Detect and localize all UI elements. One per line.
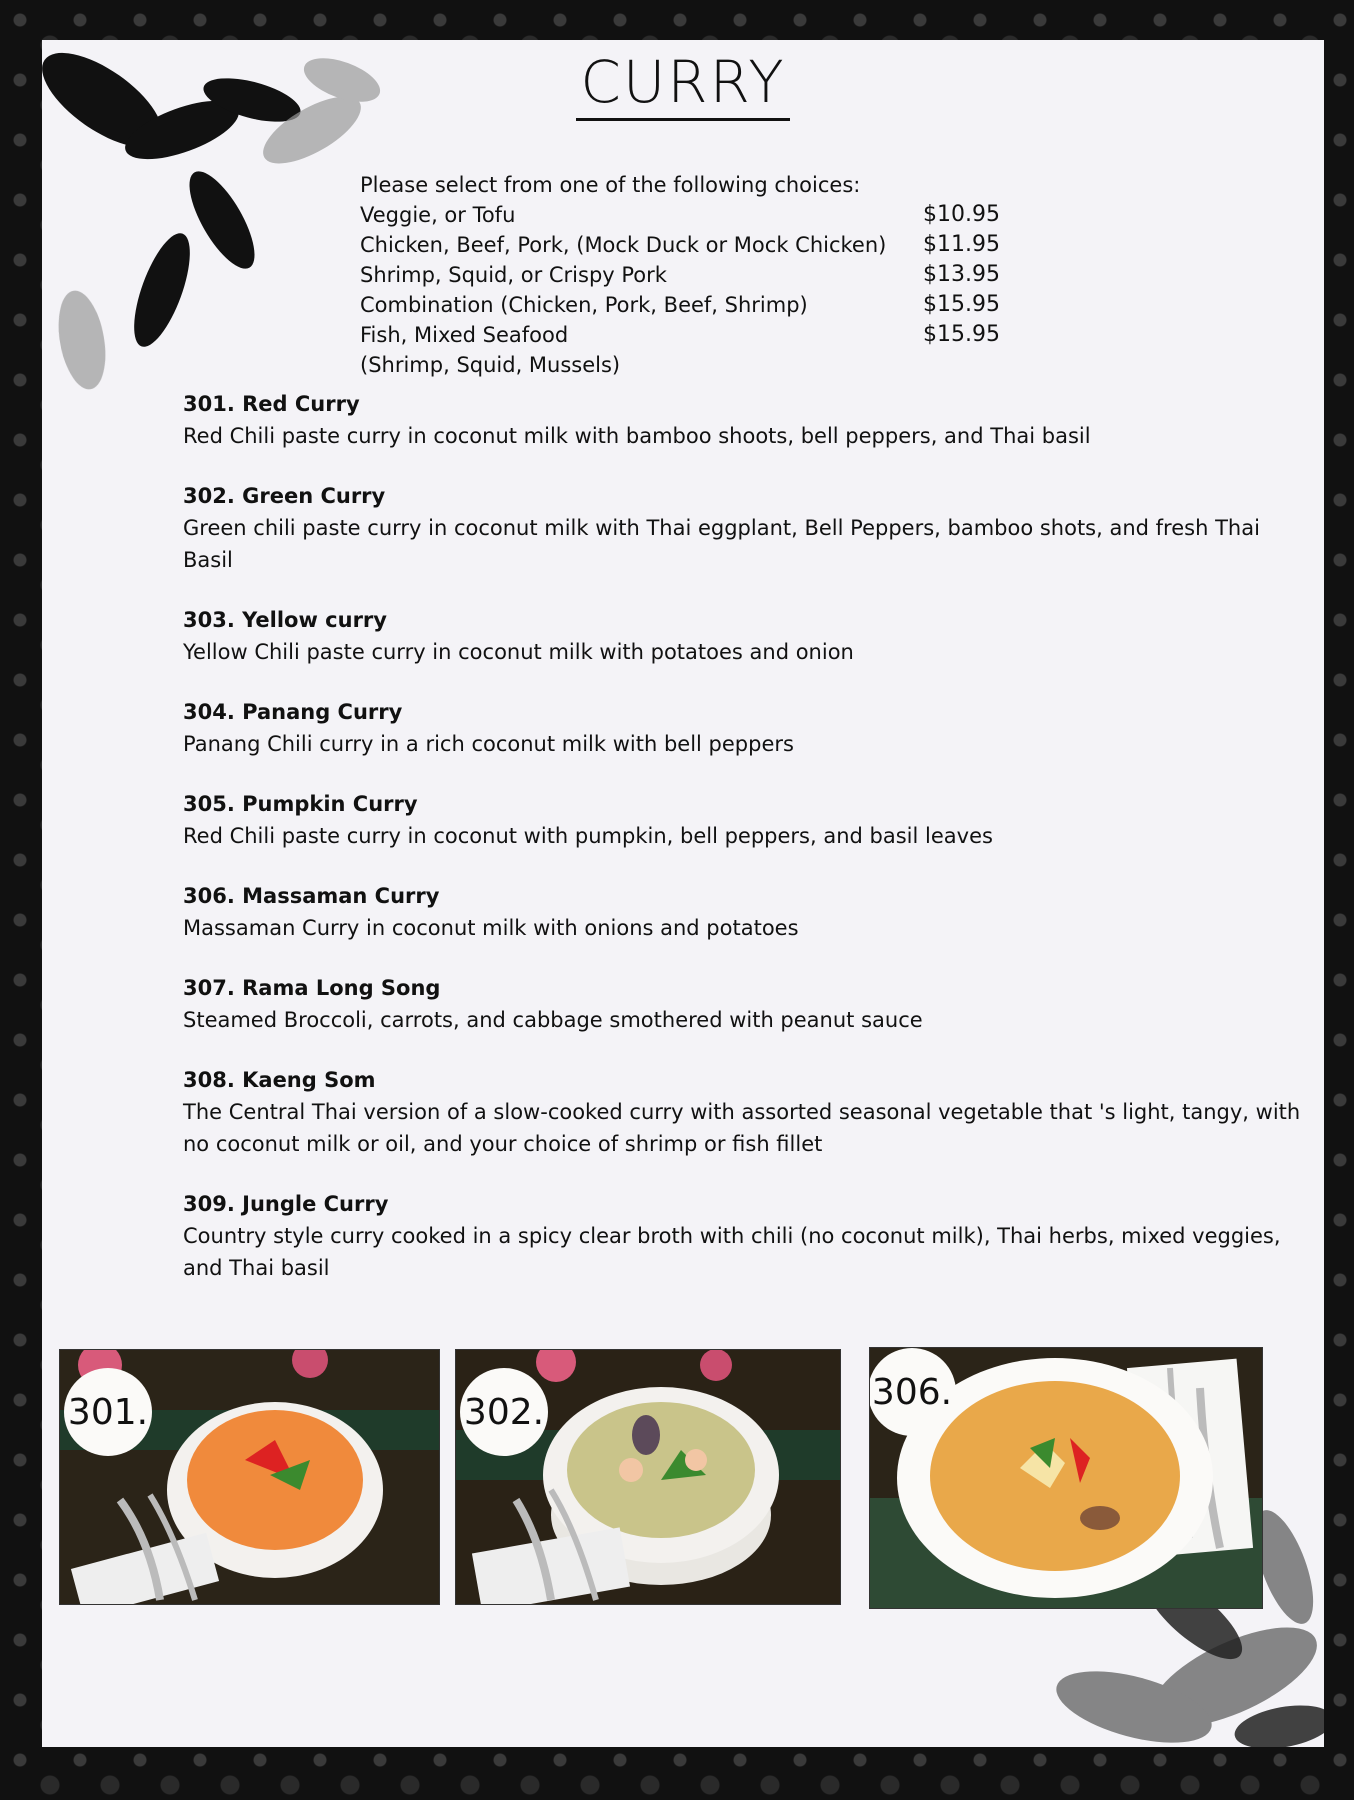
item-description: Green chili paste curry in coconut milk with Thai eggplant, Bell Peppers, bamboo shots, and fresh Thai Basil (183, 516, 1260, 572)
item-name: 308. Kaeng Som (183, 1068, 376, 1092)
menu-item (183, 608, 1313, 668)
choice-row: Combination (Chicken, Pork, Beef, Shrimp) $15.95 (360, 290, 1000, 320)
item-description: Yellow Chili paste curry in coconut milk with potatoes and onion (183, 640, 854, 664)
menu-page (42, 40, 1324, 1747)
item-description: Steamed Broccoli, carrots, and cabbage smothered with peanut sauce (183, 1008, 923, 1032)
protein-choices (360, 170, 1000, 380)
item-name: 302. Green Curry (183, 484, 386, 508)
item-name: 309. Jungle Curry (183, 1192, 389, 1216)
choice-row: Chicken, Beef, Pork, (Mock Duck or Mock Chicken) $11.95 (360, 230, 1000, 260)
price: $10.95 (923, 202, 1000, 227)
item-name: 305. Pumpkin Curry (183, 792, 418, 816)
item-name: 303. Yellow curry (183, 608, 387, 632)
menu-item (183, 976, 1313, 1036)
item-name: 306. Massaman Curry (183, 884, 440, 908)
item-description: The Central Thai version of a slow-cooked curry with assorted seasonal vegetable that 's light, tangy, with no coconut milk or oil, and your choice of shrimp or fish fillet (183, 1100, 1301, 1156)
item-description: Massaman Curry in coconut milk with onions and potatoes (183, 916, 799, 940)
price: $15.95 (923, 292, 1000, 317)
item-description: Red Chili paste curry in coconut milk with bamboo shoots, bell peppers, and Thai basil (183, 424, 1091, 448)
choice-row: Fish, Mixed Seafood $15.95 (360, 320, 1000, 350)
menu-item (183, 700, 1313, 760)
menu-item (183, 1192, 1313, 1284)
photo-label: 302. (460, 1368, 548, 1456)
choices-intro: Please select from one of the following choices: (360, 173, 861, 197)
choice-row: Shrimp, Squid, or Crispy Pork $13.95 (360, 260, 1000, 290)
item-description: Panang Chili curry in a rich coconut milk with bell peppers (183, 732, 794, 756)
photo-label: 301. (64, 1368, 152, 1456)
menu-item (183, 392, 1313, 452)
choice-row: Veggie, or Tofu $10.95 (360, 200, 1000, 230)
price: $13.95 (923, 262, 1000, 287)
photo-red-curry (59, 1349, 440, 1605)
menu-item (183, 792, 1313, 852)
photo-label: 306. (869, 1348, 956, 1436)
item-name: 301. Red Curry (183, 392, 360, 416)
menu-item (183, 1068, 1313, 1160)
item-description: Red Chili paste curry in coconut with pumpkin, bell peppers, and basil leaves (183, 824, 993, 848)
price: $11.95 (923, 232, 1000, 257)
page-title: CURRY (42, 48, 1324, 121)
choices-note: (Shrimp, Squid, Mussels) (360, 353, 621, 377)
menu-item (183, 484, 1313, 576)
photo-green-curry (455, 1349, 841, 1605)
photo-massaman-curry (869, 1347, 1263, 1609)
menu-items (183, 392, 1313, 1316)
item-name: 307. Rama Long Song (183, 976, 441, 1000)
item-name: 304. Panang Curry (183, 700, 403, 724)
item-description: Country style curry cooked in a spicy clear broth with chili (no coconut milk), Thai herbs, mixed veggies, and Thai basil (183, 1224, 1281, 1280)
price: $15.95 (923, 322, 1000, 347)
menu-item (183, 884, 1313, 944)
